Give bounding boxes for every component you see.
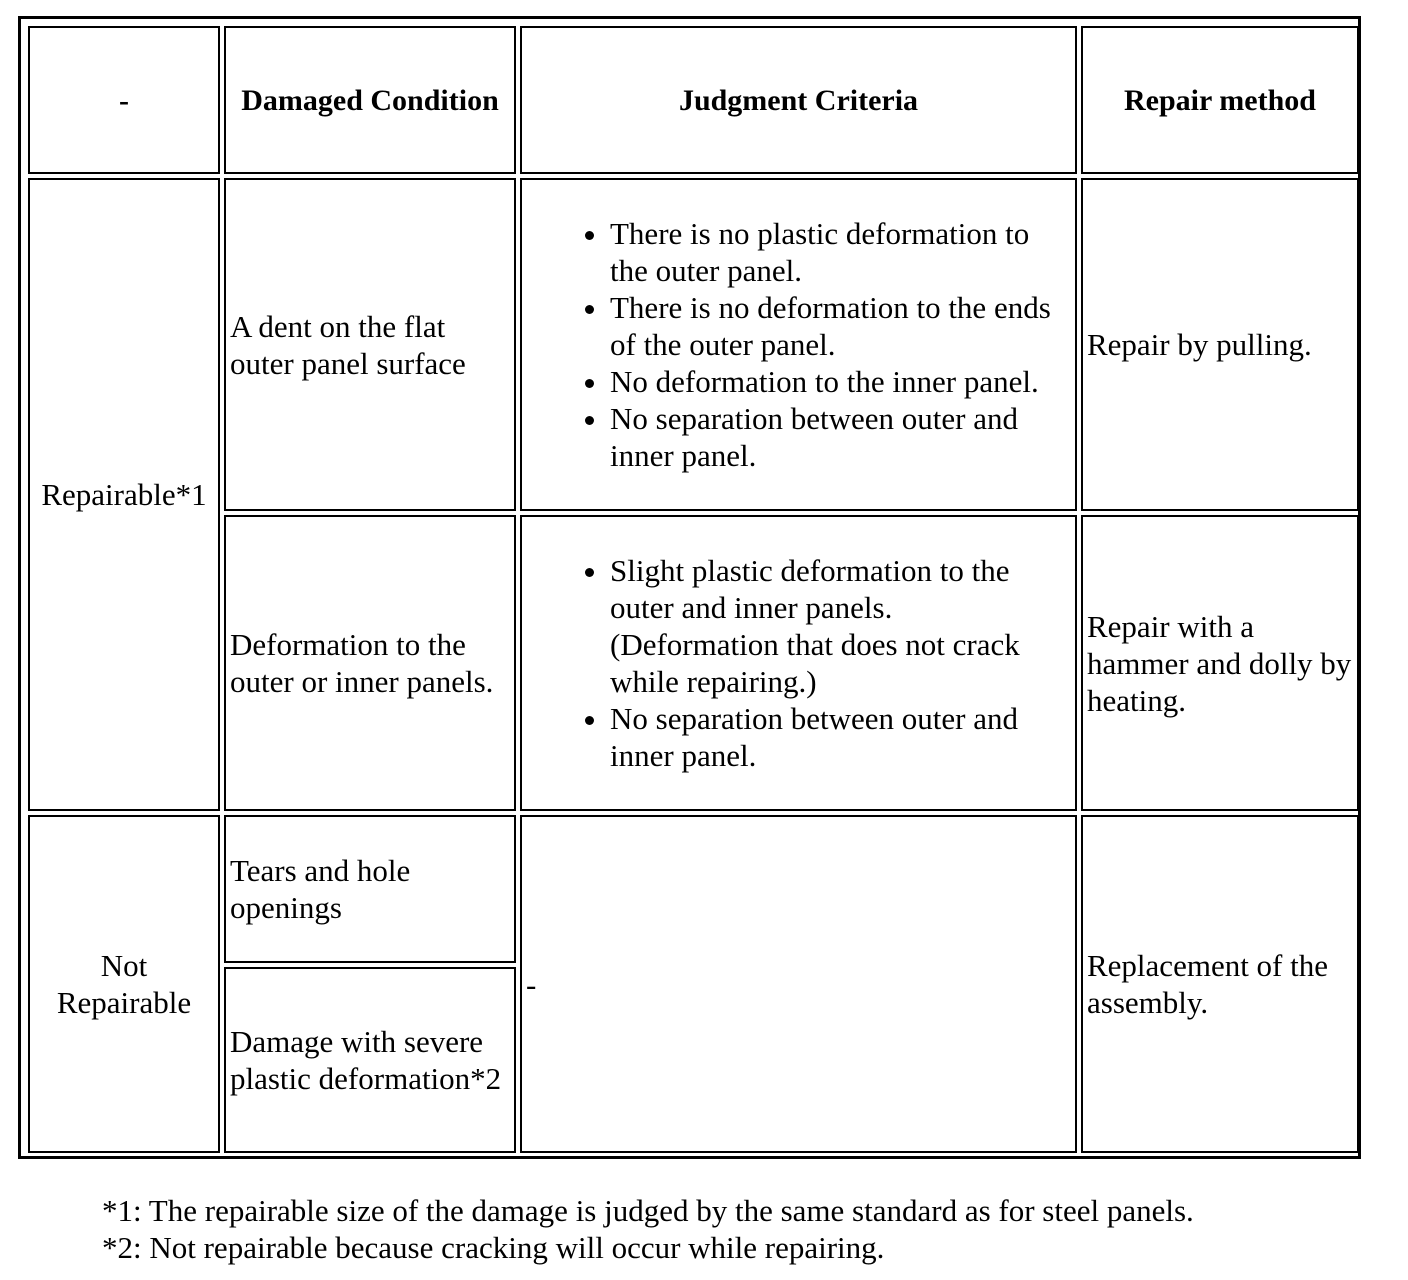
- criteria-cell: -: [520, 815, 1077, 1153]
- criteria-cell: [520, 178, 1077, 511]
- header-category: -: [28, 26, 220, 174]
- criteria-list: [526, 215, 1071, 474]
- table-row: [28, 178, 1359, 511]
- header-repair-method: Repair method: [1081, 26, 1359, 174]
- damage-judgment-table-frame: [18, 16, 1361, 1159]
- condition-cell: Damage with severe plastic deformation*2: [224, 967, 516, 1153]
- table-row: [28, 515, 1359, 811]
- list-item: • No separation between outer and inner panel.: [610, 700, 1067, 774]
- condition-cell: Deformation to the outer or inner panels.: [224, 515, 516, 811]
- footnote-2: *2: Not repairable because cracking will occur while repairing.: [102, 1230, 885, 1265]
- repair-method-cell: Replacement of the assembly.: [1081, 815, 1359, 1153]
- list-item: • There is no plastic deformation to the outer panel.: [610, 215, 1067, 289]
- repair-method-cell: Repair with a hammer and dolly by heating.: [1081, 515, 1359, 811]
- header-judgment-criteria: Judgment Criteria: [520, 26, 1077, 174]
- footnote-1: *1: The repairable size of the damage is judged by the same standard as for steel panels.: [102, 1193, 1194, 1228]
- category-repairable: Repairable*1: [28, 178, 220, 811]
- criteria-cell: [520, 515, 1077, 811]
- condition-cell: A dent on the flat outer panel surface: [224, 178, 516, 511]
- table-row: [28, 815, 1359, 963]
- footnotes: [102, 1192, 1194, 1266]
- list-item: • There is no deformation to the ends of the outer panel.: [610, 289, 1067, 363]
- header-row: [28, 26, 1359, 174]
- list-item: • Slight plastic deformation to the outer and inner panels. (Deformation that does not crack while repairing.): [610, 552, 1067, 700]
- category-not-repairable: Not Repairable: [28, 815, 220, 1153]
- criteria-list: [526, 552, 1071, 774]
- repair-method-cell: Repair by pulling.: [1081, 178, 1359, 511]
- damage-judgment-table: [24, 22, 1363, 1157]
- list-item: • No deformation to the inner panel.: [610, 363, 1067, 400]
- condition-cell: Tears and hole openings: [224, 815, 516, 963]
- list-item: • No separation between outer and inner panel.: [610, 400, 1067, 474]
- header-damaged-condition: Damaged Condition: [224, 26, 516, 174]
